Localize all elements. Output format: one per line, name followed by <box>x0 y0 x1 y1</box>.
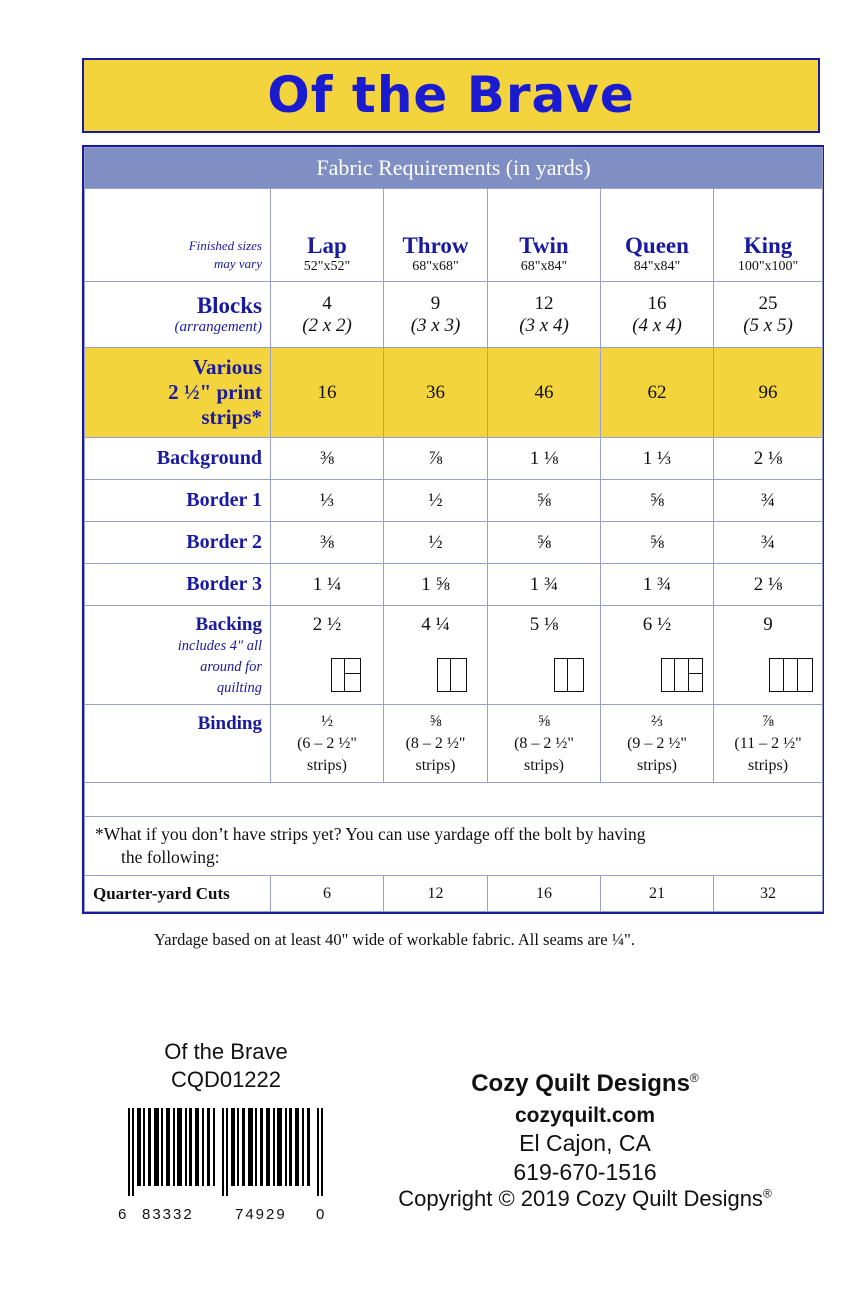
backing-row: Backing includes 4" all around for quilting 2 ½ 4 ¼ 5 ⅛ 6 ½ 9 <box>85 606 823 705</box>
yardage-note: Yardage based on at least 40" wide of workable fabric. All seams are ¼". <box>154 930 635 949</box>
fabric-requirements-table <box>82 145 824 914</box>
company-name: Cozy Quilt Designs® <box>471 1070 699 1097</box>
copyright: Copyright © 2019 Cozy Quilt Designs® <box>398 1186 772 1211</box>
backing-diagram-icon <box>554 658 584 692</box>
barcode-digit-last: 0 <box>316 1206 325 1223</box>
binding-row: Binding ½ (6 – 2 ½" strips) ⅝ (8 – 2 ½" strips) ⅝ (8 – 2 ½" strips) ⅔ (9 – 2 ½" strips) ⅞ (11 – 2 ½" strips) <box>85 705 823 783</box>
blocks-sublabel: (arrangement) <box>174 319 262 335</box>
backing-diagram-icon <box>331 658 361 692</box>
quarter-yard-row: Quarter-yard Cuts 6 12 16 21 32 <box>85 876 823 912</box>
table-header: Fabric Requirements (in yards) <box>85 148 823 189</box>
blocks-row: Blocks (arrangement) 4 (2 x 2) 9 (3 x 3) 12 (3 x 4) 16 (4 x 4) 25 (5 x 5) <box>85 282 823 348</box>
strips-label: Various 2 ½" print strips* <box>85 348 271 438</box>
background-row: Background ⅜ ⅞ 1 ⅛ 1 ⅓ 2 ⅛ <box>85 438 823 480</box>
company-phone: 619-670-1516 <box>513 1159 657 1185</box>
pattern-info <box>140 1038 312 1094</box>
size-note: Finished sizes may vary <box>85 189 271 282</box>
spacer-row <box>85 783 823 817</box>
backing-label: Backing <box>195 614 262 635</box>
strips-row: Various 2 ½" print strips* 16 36 46 62 96 <box>85 348 823 438</box>
border2-row: Border 2 ⅜ ½ ⅝ ⅝ ¾ <box>85 522 823 564</box>
barcode-digits-left: 83332 <box>142 1206 194 1223</box>
size-throw: Throw 68"x68" <box>384 189 488 282</box>
title-banner <box>82 58 820 133</box>
size-queen: Queen 84"x84" <box>601 189 714 282</box>
backing-diagram-icon <box>437 658 467 692</box>
size-lap: Lap 52"x52" <box>271 189 384 282</box>
company-location: El Cajon, CA <box>519 1130 651 1156</box>
backing-diagram-icon <box>769 658 813 692</box>
pattern-code: CQD01222 <box>170 1067 282 1092</box>
size-king: King 100"x100" <box>714 189 823 282</box>
barcode-digit-first: 6 <box>118 1206 127 1223</box>
footnote-line: the following: <box>121 847 220 867</box>
size-twin: Twin 68"x84" <box>488 189 601 282</box>
page-title: Of the Brave <box>267 66 635 124</box>
footnote-line: *What if you don’t have strips yet? You can use yardage off the bolt by having <box>95 824 646 844</box>
border1-row: Border 1 ⅓ ½ ⅝ ⅝ ¾ <box>85 480 823 522</box>
barcode-icon <box>128 1108 323 1196</box>
barcode-digits-right: 74929 <box>235 1206 287 1223</box>
border3-row: Border 3 1 ¼ 1 ⅝ 1 ¾ 1 ¾ 2 ⅛ <box>85 564 823 606</box>
company-info <box>360 1070 810 1212</box>
backing-diagram-icon <box>661 658 703 692</box>
blocks-label: Blocks <box>196 293 262 318</box>
company-website[interactable]: cozyquilt.com <box>514 1104 656 1127</box>
quarter-yard-label: Quarter-yard Cuts <box>85 876 271 912</box>
footnote-row <box>85 817 823 876</box>
pattern-name: Of the Brave <box>164 1039 288 1064</box>
